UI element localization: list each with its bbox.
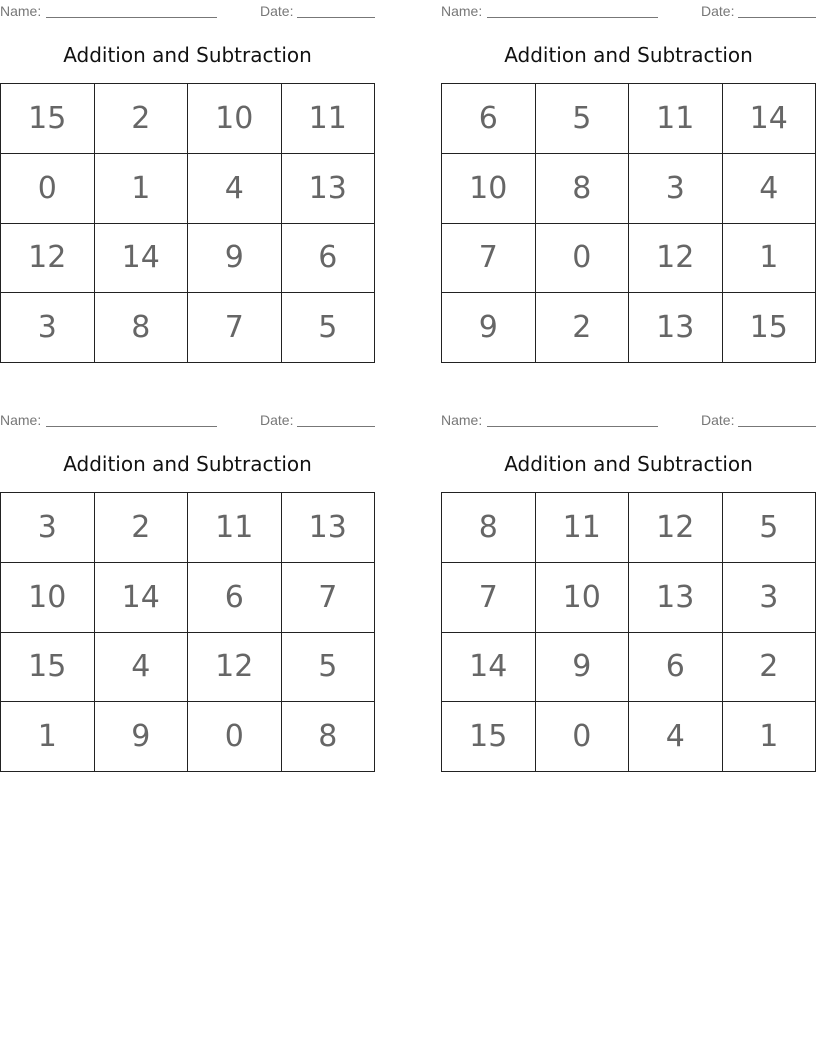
grid-cell: 14: [95, 563, 189, 633]
grid-cell: 4: [188, 154, 282, 224]
grid-cell: 8: [282, 702, 376, 772]
grid-cell: 4: [629, 702, 723, 772]
grid-cell: 4: [723, 154, 816, 224]
grid-cell: 10: [442, 154, 536, 224]
grid-cell: 5: [536, 84, 630, 154]
name-label: Name:: [441, 3, 483, 19]
grid-cell: 13: [629, 293, 723, 363]
grid-cell: 15: [442, 702, 536, 772]
date-field[interactable]: [738, 426, 816, 427]
grid-cell: 11: [282, 84, 376, 154]
grid-cell: 9: [95, 702, 189, 772]
grid-cell: 12: [629, 224, 723, 294]
grid-cell: 13: [629, 563, 723, 633]
grid-cell: 12: [188, 633, 282, 703]
grid-cell: 8: [536, 154, 630, 224]
name-label: Name:: [0, 3, 42, 19]
card-header: [441, 3, 816, 19]
grid-cell: 6: [282, 224, 376, 294]
grid-cell: 9: [536, 633, 630, 703]
name-field[interactable]: [487, 17, 658, 18]
grid-cell: 3: [1, 493, 95, 563]
grid-cell: 0: [536, 224, 630, 294]
date-field[interactable]: [738, 17, 816, 18]
bingo-card-4: [441, 409, 816, 784]
grid-cell: 7: [282, 563, 376, 633]
grid-cell: 2: [95, 493, 189, 563]
grid-cell: 10: [536, 563, 630, 633]
grid-cell: 2: [536, 293, 630, 363]
grid-cell: 14: [442, 633, 536, 703]
card-title: Addition and Subtraction: [504, 452, 753, 476]
grid-cell: 8: [95, 293, 189, 363]
grid-cell: 11: [536, 493, 630, 563]
grid-cell: 9: [188, 224, 282, 294]
date-label: Date:: [701, 3, 735, 19]
name-field[interactable]: [46, 17, 217, 18]
grid-cell: 5: [282, 633, 376, 703]
card-title: Addition and Subtraction: [63, 452, 312, 476]
date-label: Date:: [701, 412, 735, 428]
name-field[interactable]: [487, 426, 658, 427]
grid-cell: 14: [95, 224, 189, 294]
grid-cell: 7: [188, 293, 282, 363]
card-header: [441, 412, 816, 428]
grid-cell: 15: [1, 633, 95, 703]
number-grid: [441, 492, 816, 772]
grid-cell: 6: [629, 633, 723, 703]
number-grid: [441, 83, 816, 363]
bingo-card-1: [0, 0, 375, 375]
grid-cell: 5: [282, 293, 376, 363]
grid-cell: 1: [723, 224, 816, 294]
card-title: Addition and Subtraction: [63, 43, 312, 67]
date-field[interactable]: [297, 17, 375, 18]
grid-cell: 15: [1, 84, 95, 154]
grid-cell: 11: [629, 84, 723, 154]
grid-cell: 3: [1, 293, 95, 363]
grid-cell: 3: [723, 563, 816, 633]
grid-cell: 1: [1, 702, 95, 772]
grid-cell: 1: [95, 154, 189, 224]
grid-cell: 10: [1, 563, 95, 633]
card-header: [0, 412, 375, 428]
grid-cell: 3: [629, 154, 723, 224]
grid-cell: 14: [723, 84, 816, 154]
grid-cell: 6: [442, 84, 536, 154]
card-header: [0, 3, 375, 19]
grid-cell: 0: [536, 702, 630, 772]
grid-cell: 12: [629, 493, 723, 563]
grid-cell: 5: [723, 493, 816, 563]
grid-cell: 9: [442, 293, 536, 363]
name-label: Name:: [0, 412, 42, 428]
date-field[interactable]: [297, 426, 375, 427]
grid-cell: 10: [188, 84, 282, 154]
date-label: Date:: [260, 412, 294, 428]
grid-cell: 2: [723, 633, 816, 703]
grid-cell: 7: [442, 563, 536, 633]
number-grid: [0, 492, 375, 772]
bingo-card-2: [441, 0, 816, 375]
name-field[interactable]: [46, 426, 217, 427]
bingo-card-3: [0, 409, 375, 784]
grid-cell: 13: [282, 154, 376, 224]
grid-cell: 11: [188, 493, 282, 563]
grid-cell: 6: [188, 563, 282, 633]
grid-cell: 1: [723, 702, 816, 772]
grid-cell: 8: [442, 493, 536, 563]
grid-cell: 4: [95, 633, 189, 703]
grid-cell: 7: [442, 224, 536, 294]
grid-cell: 0: [188, 702, 282, 772]
grid-cell: 15: [723, 293, 816, 363]
name-label: Name:: [441, 412, 483, 428]
grid-cell: 2: [95, 84, 189, 154]
number-grid: [0, 83, 375, 363]
date-label: Date:: [260, 3, 294, 19]
grid-cell: 0: [1, 154, 95, 224]
grid-cell: 13: [282, 493, 376, 563]
card-title: Addition and Subtraction: [504, 43, 753, 67]
grid-cell: 12: [1, 224, 95, 294]
